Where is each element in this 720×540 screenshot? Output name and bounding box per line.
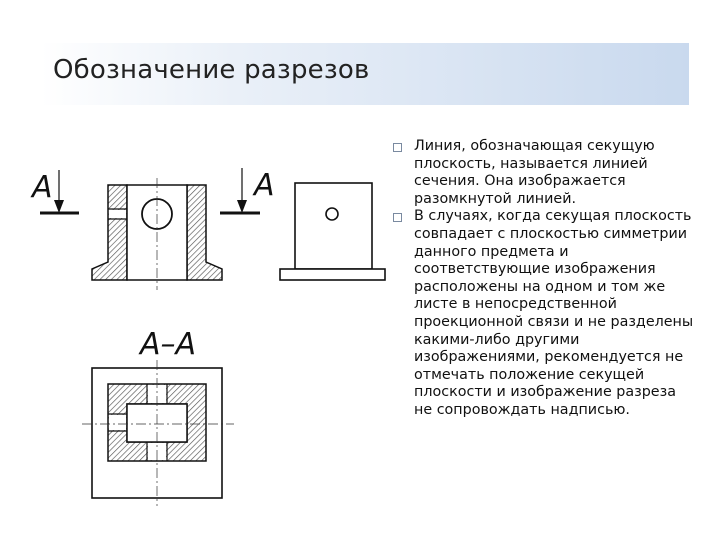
top-section-view — [82, 360, 234, 506]
section-mark-left — [30, 170, 79, 213]
square-bullet-icon — [393, 213, 402, 222]
front-section-view — [92, 178, 222, 290]
right-wall-hatch — [187, 185, 222, 280]
list-item — [390, 208, 695, 419]
section-letter-left: A — [32, 170, 53, 205]
section-label: A–A — [140, 327, 197, 362]
page-title: Обозначение разрезов — [53, 55, 370, 85]
list-item — [390, 138, 695, 208]
bullet-text: В случаях, когда секущая плоскость совпадает с плоскостью симметрии данного предмета и соответствующие изображения расположены на одном и том же листе в непосредственной проекционной связи и не разделены какими-либо другими изображениями, рекомендуется не отмечать положение секущей плоскости и изображение разреза не сопровождать надписью. — [414, 208, 694, 418]
section-letter-right: A — [254, 168, 275, 203]
side-view — [280, 183, 385, 280]
left-wall-hatch — [92, 185, 127, 280]
bullet-list — [390, 138, 695, 420]
bullet-text: Линия, обозначающая секущую плоскость, называется линией сечения. Она изображается разомкнутой линией. — [414, 138, 655, 207]
section-mark-right — [220, 168, 275, 213]
square-bullet-icon — [393, 143, 402, 152]
